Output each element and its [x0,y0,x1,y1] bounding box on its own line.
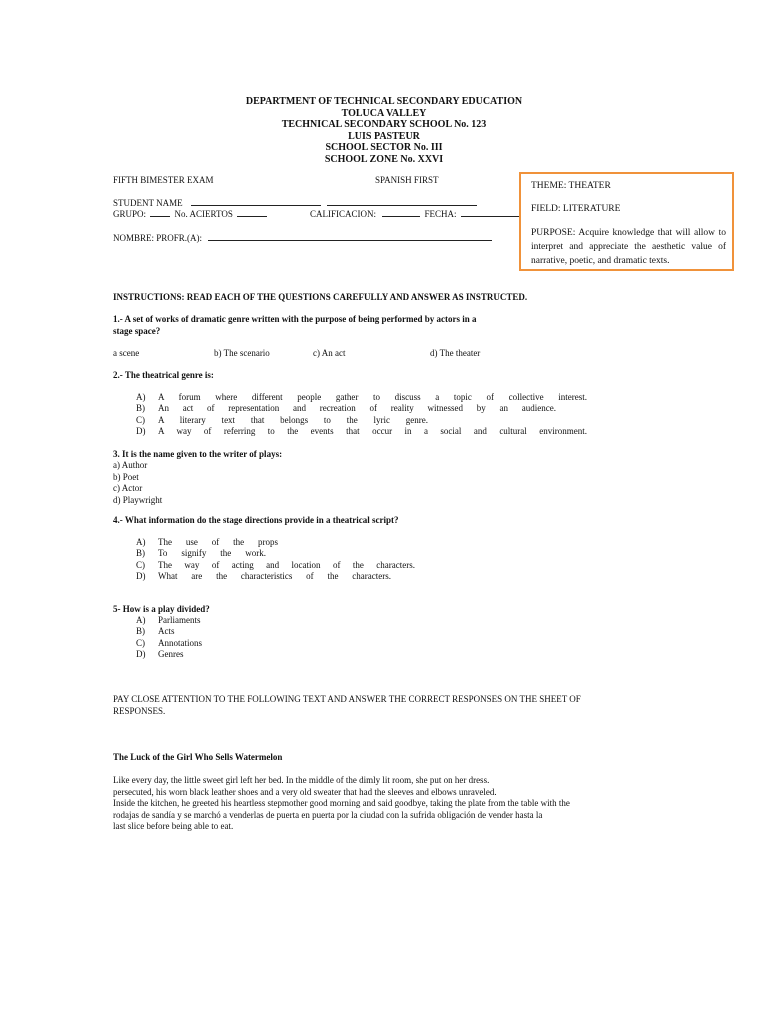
option-label: C) [136,414,145,425]
option-label: B) [136,626,145,637]
question-5: 5- How is a play divided? [113,604,210,614]
option-label: C) [136,559,145,570]
option-label: D) [136,571,146,582]
instructions: INSTRUCTIONS: READ EACH OF THE QUESTIONS CAREFULLY AND ANSWER AS INSTRUCTED. [113,292,528,302]
header-line: DEPARTMENT OF TECHNICAL SECONDARY EDUCATION [245,96,523,107]
option-text: A literary text that belongs to the lyric genre. [158,414,428,425]
option-text: The use of the props [158,537,278,547]
q1-option-d: d) The theater [430,348,481,358]
story-body [113,775,593,833]
q3-option-c: c) Actor [113,483,143,493]
question-1-line: 1.- A set of works of dramatic genre written with the purpose of being performed by actors in a [113,314,477,324]
q4-options [136,537,415,583]
fecha-label: FECHA: [424,209,457,219]
q3-option-b: b) Poet [113,471,139,482]
question-4: 4.- What information do the stage directions provide in a theatrical script? [113,515,399,525]
grupo-blank[interactable] [150,207,170,217]
grupo-label: GRUPO: [113,209,147,219]
student-name-label: STUDENT NAME [113,198,183,208]
q1-option-b: b) The scenario [214,348,270,358]
story-line: persecuted, his worn black leather shoes and a very old sweater that had the sleeves and elbows unraveled. [113,786,497,797]
student-name-blank-2[interactable] [327,196,477,206]
option-text: Annotations [158,637,202,648]
option-text: An act of representation and recreation of reality witnessed by an audience. [158,403,556,414]
exam-subject: SPANISH FIRST [375,175,439,185]
header-line: LUIS PASTEUR [348,130,420,142]
option-label: D) [136,426,146,437]
question-2: 2.- The theatrical genre is: [113,370,214,380]
q2-option-b [136,403,556,414]
q4-option-d [136,571,391,582]
theme-text: THEME: THEATER [531,181,611,191]
calificacion-blank[interactable] [382,207,420,217]
calificacion-label: CALIFICACION: [310,209,377,219]
option-text: Parliaments [158,615,201,625]
field-text: FIELD: LITERATURE [531,204,621,214]
q5-option-b [136,626,286,637]
q1-option-a: a scene [113,348,140,358]
q5-options [136,615,286,661]
profesor-blank[interactable] [208,231,492,241]
purpose-text: Acquire knowledge that will allow to interpret and appreciate the aesthetic value of narrative, poetic, and dramatic texts. [531,228,726,266]
header-line: SCHOOL SECTOR No. III [325,142,443,153]
header-line: SCHOOL ZONE No. XXVI [324,153,444,165]
profesor-label: NOMBRE: PROFR.(A): [113,233,203,243]
exam-title: FIFTH BIMESTER EXAM [113,175,214,185]
q4-option-b [136,548,266,559]
aciertos-blank[interactable] [237,207,267,217]
option-label: B) [136,548,145,559]
q3-option-d: d) Playwright [113,494,163,505]
question-1 [113,314,477,337]
question-3: 3. It is the name given to the writer of plays: [113,449,283,459]
student-name-blank[interactable] [191,196,321,206]
q4-option-c [136,560,415,571]
option-label: D) [136,649,146,660]
story-line: rodajas de sandía y se marchó a venderlas de puerta en puerta por la ciudad con la sufrida obligación de vender hasta la [113,809,543,820]
q5-option-a [136,615,286,626]
q1-option-c: c) An act [313,348,346,358]
purpose-block [531,226,726,268]
q2-option-d [136,426,587,437]
attention-line: PAY CLOSE ATTENTION TO THE FOLLOWING TEXT AND ANSWER THE CORRECT RESPONSES ON THE SHEET OF [113,694,581,704]
profesor-row [113,231,492,245]
option-text: Genres [158,649,184,660]
q3-options [113,460,162,506]
fecha-blank[interactable] [461,207,521,217]
story-line: Like every day, the little sweet girl left her bed. In the middle of the dimly lit room, she put on her dress. [113,775,490,785]
option-label: A) [136,537,146,547]
q2-option-c [136,415,428,426]
grupo-row [113,207,267,221]
q5-option-c [136,638,286,649]
story-line: last slice before being able to eat. [113,821,234,831]
q2-options [136,392,587,438]
option-label: C) [136,637,145,648]
option-text: Acts [158,626,175,637]
school-header [0,96,768,165]
story-line: Inside the kitchen, he greeted his heartless stepmother good morning and said goodbye, taking the plate from the table with the [113,798,570,808]
attention-note [113,694,581,717]
q3-option-a: a) Author [113,460,148,470]
calificacion-row [310,207,521,221]
q4-option-a [136,537,278,548]
purpose-label: PURPOSE: [531,228,576,238]
header-line: TECHNICAL SECONDARY SCHOOL No. 123 [281,119,487,130]
option-label: A) [136,392,146,402]
header-line: TOLUCA VALLEY [341,107,427,119]
option-label: A) [136,615,146,625]
q5-option-d [136,649,286,660]
theme-info-box [519,172,734,271]
option-text: A way of referring to the events that occur in a social and cultural environment. [158,426,587,437]
question-1-line: stage space? [113,325,161,336]
option-text: The way of acting and location of the characters. [158,559,415,570]
aciertos-label: No. ACIERTOS [174,209,233,219]
option-label: B) [136,403,145,414]
option-text: What are the characteristics of the characters. [158,571,391,582]
option-text: To signify the work. [158,548,266,559]
option-text: A forum where different people gather to discuss a topic of collective interest. [158,392,587,402]
q2-option-a [136,392,587,403]
attention-line: RESPONSES. [113,705,166,716]
story-title: The Luck of the Girl Who Sells Watermelon [113,752,283,762]
